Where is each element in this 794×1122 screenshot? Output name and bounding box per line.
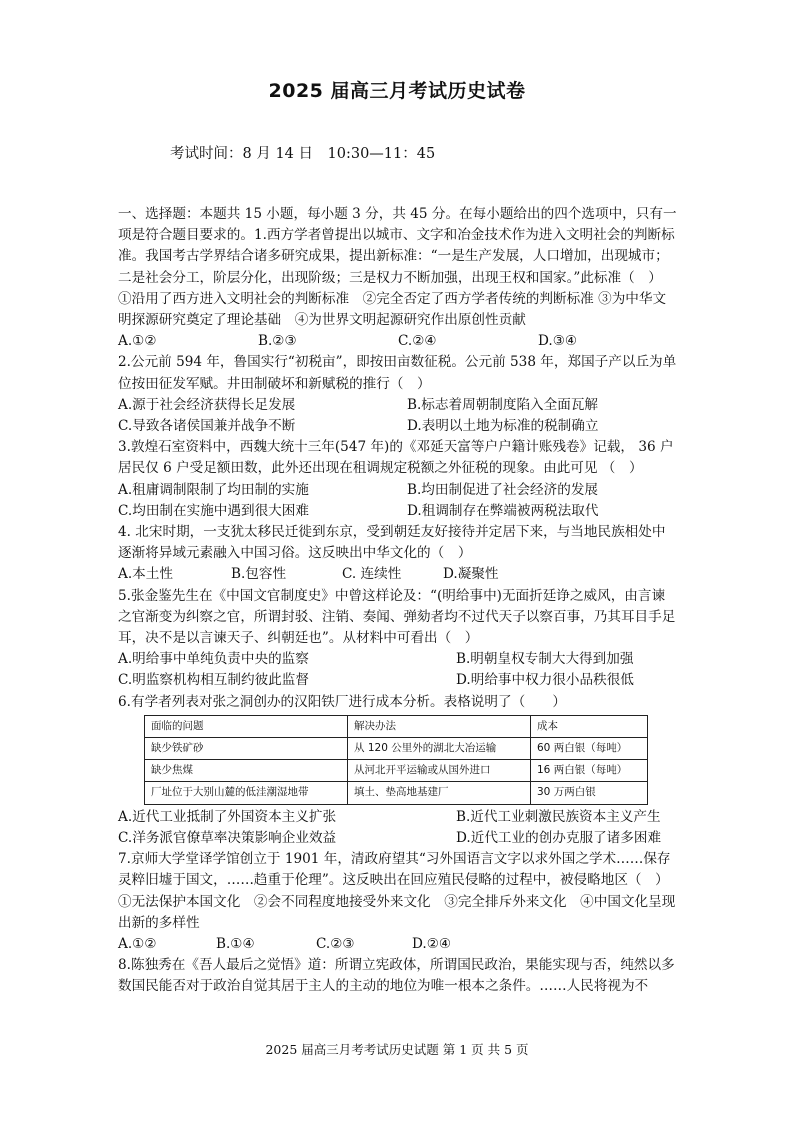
question-4-stem: 4. 北宋时期，一支犹太移民迁徙到东京，受到朝廷友好接待并定居下来，与当地民族相处中逐渐将异域元素融入中国习俗。这反映出中华文化的（ ） — [118, 524, 666, 562]
option-d: D.③④ — [538, 333, 578, 350]
table-header: 解决办法 — [348, 715, 531, 737]
table-cell: 填土、垫高地基建厂 — [348, 782, 531, 804]
table-cell: 16 两白银（每吨） — [531, 760, 648, 782]
option-b: B.明朝皇权专制大大得到加强 — [456, 651, 634, 668]
question-2-stem: 2.公元前 594 年，鲁国实行“初税亩”，即按田亩数征税。公元前 538 年，郑国子产以丘为单位按田征发军赋。井田制破坏和新赋税的推行（ ） — [118, 354, 677, 392]
table-cell: 从 120 公里外的湖北大冶运输 — [348, 738, 531, 760]
question-7-statements: ①无法保护本国文化 ②会不同程度地接受外来文化 ③完全排斥外来文化 ④中国文化呈现出新的多样性 — [118, 893, 676, 931]
table-header: 成本 — [531, 715, 648, 737]
question-3-options-row2 — [118, 501, 678, 522]
question-3-options-row1 — [118, 480, 678, 501]
option-b: B.①④ — [216, 935, 255, 952]
option-d: D.凝聚性 — [443, 566, 499, 583]
page-footer: 2025 届高三月考考试历史试题 第 1 页 共 5 页 — [265, 1042, 529, 1057]
question-6-stem: 6.有学者列表对张之洞创办的汉阳铁厂进行成本分析。表格说明了（ ） — [118, 693, 566, 710]
option-a: A.①② — [118, 333, 157, 350]
option-a: A.源于社会经济获得长足发展 — [118, 396, 296, 413]
exam-time: 考试时间：8 月 14 日 10:30—11：45 — [170, 146, 436, 162]
table-header: 面临的问题 — [145, 715, 348, 737]
question-5-options-row1 — [118, 649, 678, 670]
question-8-stem: 8.陈独秀在《吾人最后之觉悟》道：所谓立宪政体，所谓国民政治，果能实现与否，纯然以多数国民能否对于政治自觉其居于主人的主动的地位为唯一根本之条件。……人民将视为不 — [118, 957, 675, 995]
question-2-options-row1 — [118, 395, 678, 416]
question-3-stem: 3.敦煌石室资料中，西魏大统十三年(547 年)的《邓延天富等户户籍计账残卷》记载， 36 户居民仅 6 户受足额田数，此外还出现在租调规定税额之外征税的现象。由此可见 （ ） — [118, 439, 674, 477]
option-a: A.明给事中单纯负责中央的监察 — [118, 651, 309, 668]
option-b: B.标志着周朝制度陷入全面瓦解 — [407, 396, 599, 413]
option-d: D.租调制存在弊端被两税法取代 — [407, 502, 599, 519]
table-row — [145, 738, 648, 760]
table-cell: 30 万两白银 — [531, 782, 648, 804]
option-c: C. 连续性 — [342, 566, 402, 583]
option-c: C.②④ — [398, 333, 437, 350]
table-cell: 从河北开平运输或从国外进口 — [348, 760, 531, 782]
option-b: B.②③ — [258, 333, 297, 350]
option-c: C.洋务派官僚草率决策影响企业效益 — [118, 829, 337, 846]
page-title: 2025 届高三月考试历史试卷 — [268, 80, 526, 102]
cost-table — [144, 715, 648, 805]
question-4-options — [118, 564, 678, 585]
section-intro: 一、选择题：本题共 15 小题，每小题 3 分，共 45 分。在每小题给出的四个选项中，只有一项是符合题目要求的。 — [118, 206, 677, 244]
option-d: D.明给事中权力很小品秩很低 — [456, 672, 634, 689]
table-cell: 厂址位于大别山麓的低洼潮湿地带 — [145, 782, 348, 804]
table-cell: 缺少铁矿砂 — [145, 738, 348, 760]
option-d: D.近代工业的创办克服了诸多困难 — [456, 829, 662, 846]
option-a: A.近代工业抵制了外国资本主义扩张 — [118, 808, 337, 825]
option-a: A.本土性 — [118, 566, 173, 583]
table-cell: 缺少焦煤 — [145, 760, 348, 782]
option-b: B.近代工业刺激民族资本主义产生 — [456, 808, 661, 825]
option-c: C.均田制在实施中遇到很大困难 — [118, 502, 309, 519]
question-1-statements: ①沿用了西方进入文明社会的判断标准 ②完全否定了西方学者传统的判断标准 ③为中华文明探源研究奠定了理论基础 ④为世界文明起源研究作出原创性贡献 — [118, 290, 667, 329]
option-c: C.导致各诸侯国兼并战争不断 — [118, 418, 296, 435]
table-cell: 60 两白银（每吨） — [531, 738, 648, 760]
question-5-options-row2 — [118, 670, 678, 691]
question-5-stem: 5.张金鉴先生在《中国文官制度史》中曾这样论及：“(明给事中)无面折廷诤之威风，由言谏之官渐变为纠察之官，所谓封驳、注销、奏闻、弹劾者均不过代天子以察百事，乃其耳目手足耳，决不是以言谏天子、纠朝廷也”。从材料中可看出（ ） — [118, 587, 676, 647]
question-7-options — [118, 934, 678, 955]
option-a: A.租庸调制限制了均田制的实施 — [118, 481, 309, 498]
option-c: C.②③ — [316, 935, 355, 952]
question-2-options-row2 — [118, 416, 678, 437]
option-a: A.①② — [118, 935, 157, 952]
question-6-options-row2 — [118, 828, 678, 849]
table-header-row — [145, 715, 648, 737]
table-row — [145, 782, 648, 804]
content — [118, 204, 678, 998]
option-d: D.表明以土地为标准的税制确立 — [407, 418, 599, 435]
question-7-stem: 7.京师大学堂译学馆创立于 1901 年，清政府望其“习外国语言文字以求外国之学术……保存灵粹旧墟于国文，……趋重于伦理”。这反映出在回应殖民侵略的过程中，被侵略地区（ ） — [118, 851, 671, 889]
question-1-stem: 一、选择题：本题共 15 小题，每小题 3 分，共 45 分。在每小题给出的四个选项中，只有一项是符合题目要求的。1.西方学者曾提出以城市、文字和冶金技术作为进入文明社会的判断标准。我国考古学界结合诸多研究成果，提出新标准：“一是生产发展，人口增加，出现城市；二是社会分工，阶层分化，出现阶级；三是权力不断加强，出现王权和国家。”此标准（ ） — [118, 206, 677, 286]
question-1-options — [118, 331, 678, 352]
table-row — [145, 760, 648, 782]
option-c: C.明监察机构相互制约彼此监督 — [118, 672, 309, 689]
option-d: D.②④ — [412, 935, 452, 952]
question-6-options-row1 — [118, 807, 678, 828]
option-b: B.包容性 — [231, 566, 287, 583]
option-b: B.均田制促进了社会经济的发展 — [407, 481, 599, 498]
